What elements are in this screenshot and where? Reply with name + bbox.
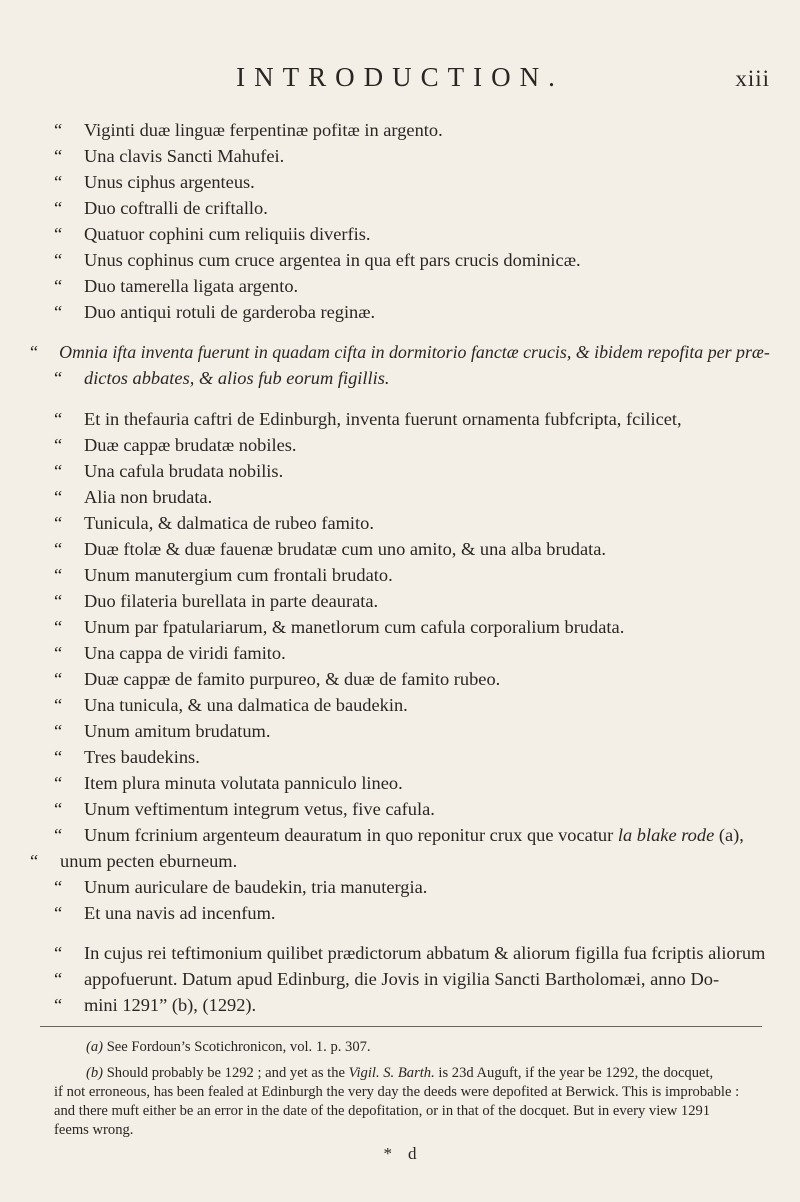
running-head: INTRODUCTION. [236,62,564,92]
page-number: xiii [735,66,770,91]
inventory-line: “ Unus ciphus argenteus. [54,172,255,192]
inventory-line: “ Duo filateria burellata in parte deaurata. [54,591,379,611]
inventory-line: “ Alia non brudata. [54,487,213,507]
inventory-line: “ Quatuor cophini cum reliquiis diverfis. [54,224,371,244]
relic-name: la blake rode [617,825,715,845]
inventory-line: “ Duo tamerella ligata argento. [54,276,299,296]
footnote-ref: (a), [718,825,744,845]
inventory-line: “ Una cappa de viridi famito. [54,643,286,663]
footnote-b-line: feems wrong. [54,1122,134,1138]
footnote-b-line: if not erroneous, has been fealed at Edinburgh the very day the deeds were depofited at Berwick. This is improbable : [54,1084,740,1100]
signature-mark: * d [383,1144,417,1163]
page-header [0,62,800,102]
inventory-line: “ Unum auriculare de baudekin, tria manutergia. [54,877,428,897]
inventory-line: “ Unum veftimentum integrum vetus, five cafula. [54,799,435,819]
omnia-line: “ dictos abbates, & alios fub eorum figillis. [54,368,390,388]
footnote-a: (a) See Fordoun’s Scotichronicon, vol. 1. p. 307. [86,1039,371,1055]
footnote-b-line: and there muft either be an error in the date of the depofitation, or in that of the docquet. But in every view 1291 [54,1103,711,1119]
inventory-line: “ Duæ cappæ de famito purpureo, & duæ de famito rubeo. [54,669,501,689]
closing-line: “ mini 1291” (b), (1292). [54,995,257,1015]
inventory-line: “ Duo antiqui rotuli de garderoba reginæ. [54,302,376,322]
inventory-line: “ Duæ ftolæ & duæ fauenæ brudatæ cum uno amito, & una alba brudata. [54,539,606,559]
inventory-line: “ Unus cophinus cum cruce argentea in qua eft pars crucis dominicæ. [54,250,581,270]
inventory-line: “ Duo coftralli de criftallo. [54,198,268,218]
inventory-line: “ Duæ cappæ brudatæ nobiles. [54,435,297,455]
footnote-rule [40,1026,762,1027]
inventory-line: “ Tres baudekins. [54,747,200,767]
inventory-line: “ Una cafula brudata nobilis. [54,461,284,481]
inventory-line: “ Item plura minuta volutata panniculo lineo. [54,773,403,793]
inventory-line: “ Unum manutergium cum frontali brudato. [54,565,393,585]
inventory-line: “ Et una navis ad incenfum. [54,903,276,923]
inventory-line: “ Una tunicula, & una dalmatica de baudekin. [54,695,408,715]
inventory-line: “ Unum amitum brudatum. [54,721,271,741]
inventory-line: “ Unum par fpatulariarum, & manetlorum cum cafula corporalium brudata. [54,617,625,637]
omnia-line: “ Omnia ifta inventa fuerunt in quadam cifta in dormitorio fanctæ crucis, & ibidem repofita per præ- [30,342,770,362]
closing-line: “ In cujus rei teftimonium quilibet prædictorum abbatum & aliorum figilla fua fcriptis aliorum [54,943,766,963]
inventory-line: “ Viginti duæ linguæ ferpentinæ pofitæ in argento. [54,120,443,140]
closing-line: “ appofuerunt. Datum apud Edinburg, die Jovis in vigilia Sancti Bartholomæi, anno Do- [54,969,720,989]
footnote-b: (b) Should probably be 1292 ; and yet as the Vigil. S. Barth. is 23d Auguft, if the year be 1292, the docquet, [86,1065,714,1081]
inventory-line: “ Et in thefauria caftri de Edinburgh, inventa fuerunt ornamenta fubfcripta, fcilicet, [54,409,682,429]
inventory-line: “ Unum fcrinium argenteum deauratum in quo reponitur crux que vocatur la blake rode (a), [54,825,744,845]
inventory-line: “ unum pecten eburneum. [30,851,238,871]
inventory-line: “ Tunicula, & dalmatica de rubeo famito. [54,513,374,533]
inventory-line: “ Una clavis Sancti Mahufei. [54,146,285,166]
